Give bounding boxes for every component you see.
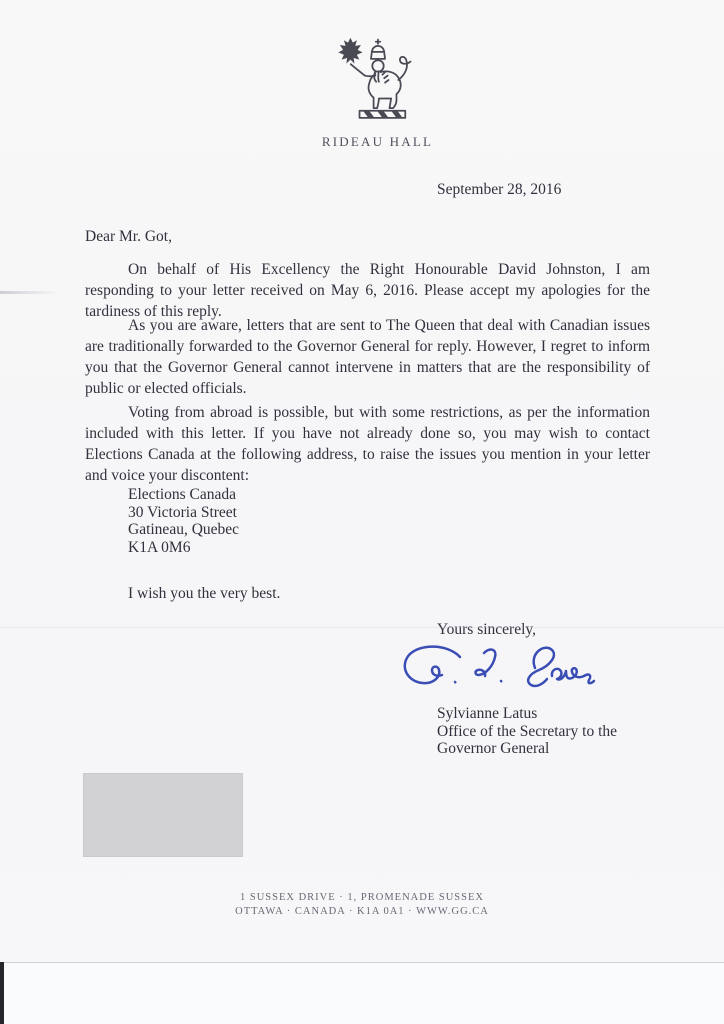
footer-address: 1 SUSSEX DRIVE · 1, PROMENADE SUSSEX [240, 892, 484, 903]
paper-fold-mark [0, 962, 724, 963]
address-line: Elections Canada [128, 486, 237, 503]
signer-name: Sylvianne Latus [437, 705, 538, 722]
footer-city-url: OTTAWA · CANADA · K1A 0A1 · WWW.GG.CA [235, 906, 489, 917]
letterhead-footer [0, 891, 724, 919]
paragraph-3: Voting from abroad is possible, but with some restrictions, as per the information included with this letter. If you have not already done so, you may wish to contact Elections Canada at the following address, to raise the issues you mention in your letter and voice your discontent: [85, 404, 650, 484]
address-line: K1A 0M6 [128, 538, 191, 556]
scan-edge-strip [0, 963, 724, 1024]
redaction-box [83, 773, 243, 857]
rideau-hall-crest-icon [328, 36, 428, 124]
handwritten-signature [398, 641, 616, 703]
signature-block [437, 705, 617, 758]
paper-fold-mark [0, 627, 724, 628]
closing-line: I wish you the very best. [128, 585, 281, 602]
elections-canada-address [128, 486, 239, 556]
address-line: 30 Victoria Street [128, 503, 237, 521]
paragraph-2: As you are aware, letters that are sent to The Queen that deal with Canadian issues are traditionally forwarded to the Governor General for reply. However, I regret to inform you that the Governor General cannot intervene in matters that are the responsibility of public or elected officials. [85, 317, 650, 397]
scan-edge-artifact [0, 962, 4, 1024]
signer-office: Office of the Secretary to the [437, 722, 618, 740]
salutation: Dear Mr. Got, [85, 228, 172, 245]
valediction: Yours sincerely, [437, 621, 537, 638]
address-line: Gatineau, Quebec [128, 521, 240, 538]
letterhead [300, 36, 455, 150]
letter-date: September 28, 2016 [437, 181, 562, 198]
paragraph-1: On behalf of His Excellency the Right Honourable David Johnston, I am responding to your letter received on May 6, 2016. Please accept my apologies for the tardiness of this reply. [85, 261, 650, 320]
paper-fold-mark [0, 291, 60, 294]
letterhead-name: RIDEAU HALL [321, 134, 434, 149]
signature-ink [405, 647, 594, 686]
signer-office: Governor General [437, 740, 550, 757]
